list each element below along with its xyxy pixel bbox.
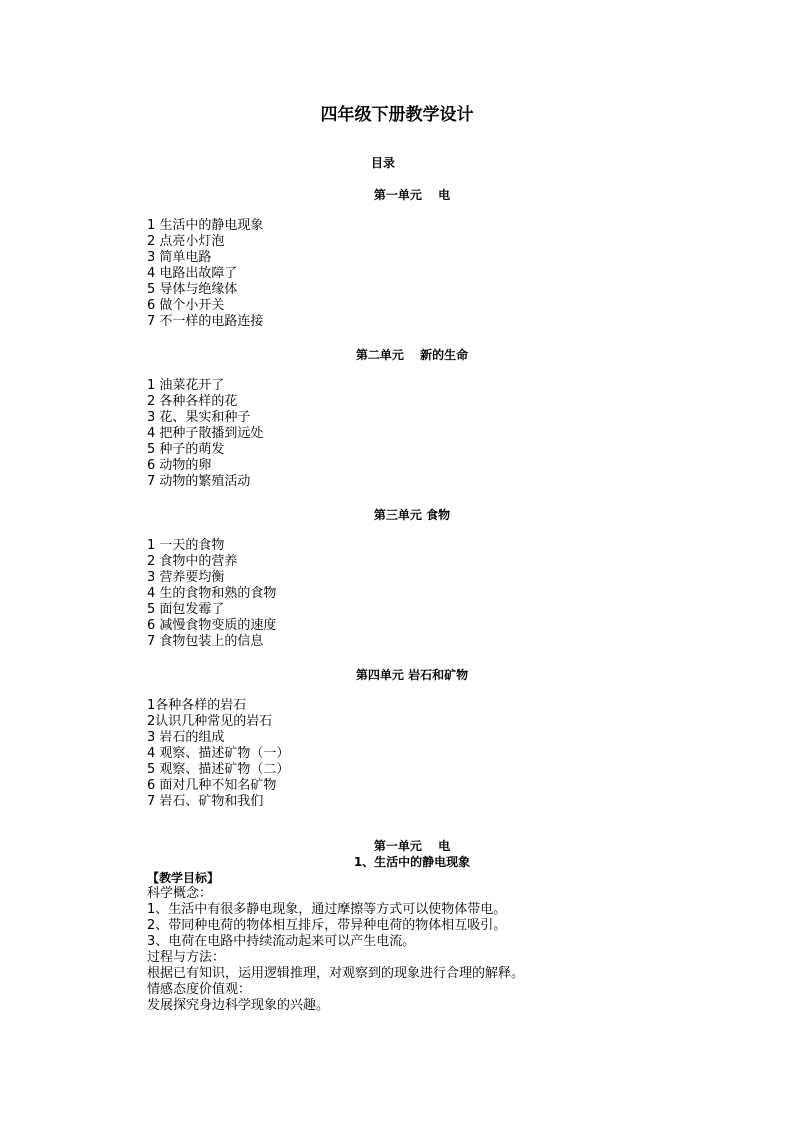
list-item: 4 生的食物和熟的食物 — [147, 586, 277, 601]
lesson-section — [147, 838, 707, 1014]
list-item: 4 把种子散播到远处 — [147, 426, 264, 441]
objectives-label: 【教学目标】 — [147, 871, 220, 885]
list-item: 5 种子的萌发 — [147, 442, 225, 457]
list-item: 2认识几种常见的岩石 — [147, 714, 273, 729]
body-line: 2、带同种电荷的物体相互排斥，带异种电荷的物体相互吸引。 — [147, 918, 507, 933]
list-item: 3 岩石的组成 — [147, 730, 225, 745]
body-line: 1、生活中有很多静电现象，通过摩擦等方式可以使物体带电。 — [147, 902, 507, 917]
list-item: 4 电路出故障了 — [147, 266, 238, 281]
unit-4-heading: 第四单元 岩石和矿物 — [355, 668, 469, 682]
list-item: 1各种各样的岩石 — [147, 698, 247, 713]
unit-3-heading: 第三单元 食物 — [373, 508, 451, 522]
body-line: 科学概念： — [147, 886, 213, 901]
list-item: 6 面对几种不知名矿物 — [147, 778, 277, 793]
list-item: 7 不一样的电路连接 — [147, 314, 264, 329]
list-item: 5 导体与绝缘体 — [147, 282, 238, 297]
list-item: 6 动物的卵 — [147, 458, 212, 473]
document-title: 四年级下册教学设计 — [320, 105, 474, 125]
list-item: 2 各种各样的花 — [147, 394, 238, 409]
list-item: 3 简单电路 — [147, 250, 212, 265]
list-item: 1 生活中的静电现象 — [147, 218, 264, 233]
unit-2-heading: 第二单元 新的生命 — [355, 348, 469, 362]
list-item: 4 观察、描述矿物（一） — [147, 746, 290, 761]
unit-1-lesson-list — [147, 218, 263, 330]
body-line: 过程与方法： — [147, 950, 226, 965]
list-item: 7 动物的繁殖活动 — [147, 474, 251, 489]
list-item: 7 岩石、矿物和我们 — [147, 794, 264, 809]
list-item: 3 营养要均衡 — [147, 570, 225, 585]
body-line: 发展探究身边科学现象的兴趣。 — [147, 998, 330, 1013]
list-item: 5 观察、描述矿物（二） — [147, 762, 290, 777]
unit-2-lesson-list — [147, 378, 263, 490]
list-item: 2 点亮小灯泡 — [147, 234, 225, 249]
body-line: 3、电荷在电路中持续流动起来可以产生电流。 — [147, 934, 416, 949]
list-item: 6 减慢食物变质的速度 — [147, 618, 277, 633]
list-item: 1 一天的食物 — [147, 538, 225, 553]
list-item: 2 食物中的营养 — [147, 554, 238, 569]
section-unit-heading: 第一单元 电 — [373, 839, 451, 853]
section-lesson-heading: 1、生活中的静电现象 — [353, 855, 471, 869]
list-item: 3 花、果实和种子 — [147, 410, 251, 425]
body-line: 根据已有知识，运用逻辑推理，对观察到的现象进行合理的解释。 — [147, 966, 525, 981]
unit-3-lesson-list — [147, 538, 276, 650]
list-item: 7 食物包装上的信息 — [147, 634, 264, 649]
list-item: 5 面包发霉了 — [147, 602, 225, 617]
body-line: 情感态度价值观： — [147, 982, 252, 997]
list-item: 6 做个小开关 — [147, 298, 225, 313]
list-item: 1 油菜花开了 — [147, 378, 225, 393]
unit-1-heading: 第一单元 电 — [373, 188, 451, 202]
toc-label: 目录 — [370, 156, 395, 170]
unit-4-lesson-list — [147, 698, 289, 810]
